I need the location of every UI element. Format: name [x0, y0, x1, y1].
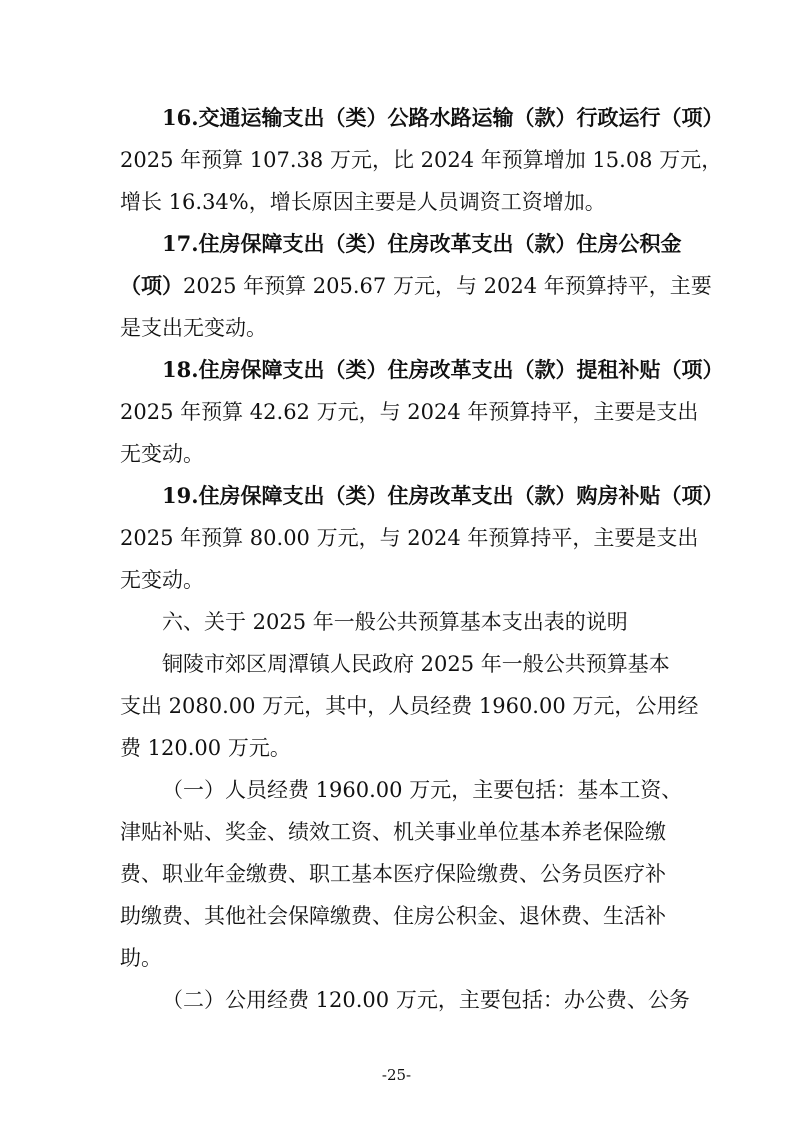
section-19-heading: 19.住房保障支出（类）住房改革支出（款）购房补贴（项） — [162, 483, 724, 508]
section-6-para2-line-1: （一）人员经费 1960.00 万元，主要包括：基本工资、 — [162, 778, 683, 802]
section-17-heading-cont: （项） — [120, 273, 183, 298]
section-6-para2-line-5: 助。 — [120, 946, 162, 970]
section-16-heading: 16.交通运输支出（类）公路水路运输（款）行政运行（项） — [162, 105, 724, 130]
section-6-title: 六、关于 2025 年一般公共预算基本支出表的说明 — [162, 610, 628, 634]
section-6-para1-line-1: 铜陵市郊区周潭镇人民政府 2025 年一般公共预算基本 — [162, 652, 670, 676]
section-18-line-1: 2025 年预算 42.62 万元，与 2024 年预算持平，主要是支出 — [120, 400, 699, 424]
section-6-para2-line-2: 津贴补贴、奖金、绩效工资、机关事业单位基本养老保险缴 — [120, 820, 666, 844]
section-19-line-1: 2025 年预算 80.00 万元，与 2024 年预算持平，主要是支出 — [120, 526, 699, 550]
section-6-para1-line-2: 支出 2080.00 万元，其中，人员经费 1960.00 万元，公用经 — [120, 694, 699, 718]
section-17-line-2 — [120, 271, 712, 301]
section-17-line-3: 是支出无变动。 — [120, 316, 267, 340]
section-18-line-2: 无变动。 — [120, 442, 204, 466]
section-18-heading: 18.住房保障支出（类）住房改革支出（款）提租补贴（项） — [162, 357, 724, 382]
section-17-heading: 17.住房保障支出（类）住房改革支出（款）住房公积金 — [162, 231, 682, 256]
section-6-para3-line-1: （二）公用经费 120.00 万元，主要包括：办公费、公务 — [162, 988, 690, 1012]
section-6-para1-line-3: 费 120.00 万元。 — [120, 736, 291, 760]
section-19-line-2: 无变动。 — [120, 568, 204, 592]
section-17-line-2-text: 2025 年预算 205.67 万元，与 2024 年预算持平，主要 — [183, 274, 712, 298]
section-6-para2-line-4: 助缴费、其他社会保障缴费、住房公积金、退休费、生活补 — [120, 904, 666, 928]
section-6-para2-line-3: 费、职业年金缴费、职工基本医疗保险缴费、公务员医疗补 — [120, 862, 666, 886]
section-16-line-1: 2025 年预算 107.38 万元，比 2024 年预算增加 15.08 万元， — [120, 148, 723, 172]
section-16-line-2: 增长 16.34%，增长原因主要是人员调资工资增加。 — [120, 190, 606, 214]
page-number: -25- — [381, 1066, 412, 1084]
